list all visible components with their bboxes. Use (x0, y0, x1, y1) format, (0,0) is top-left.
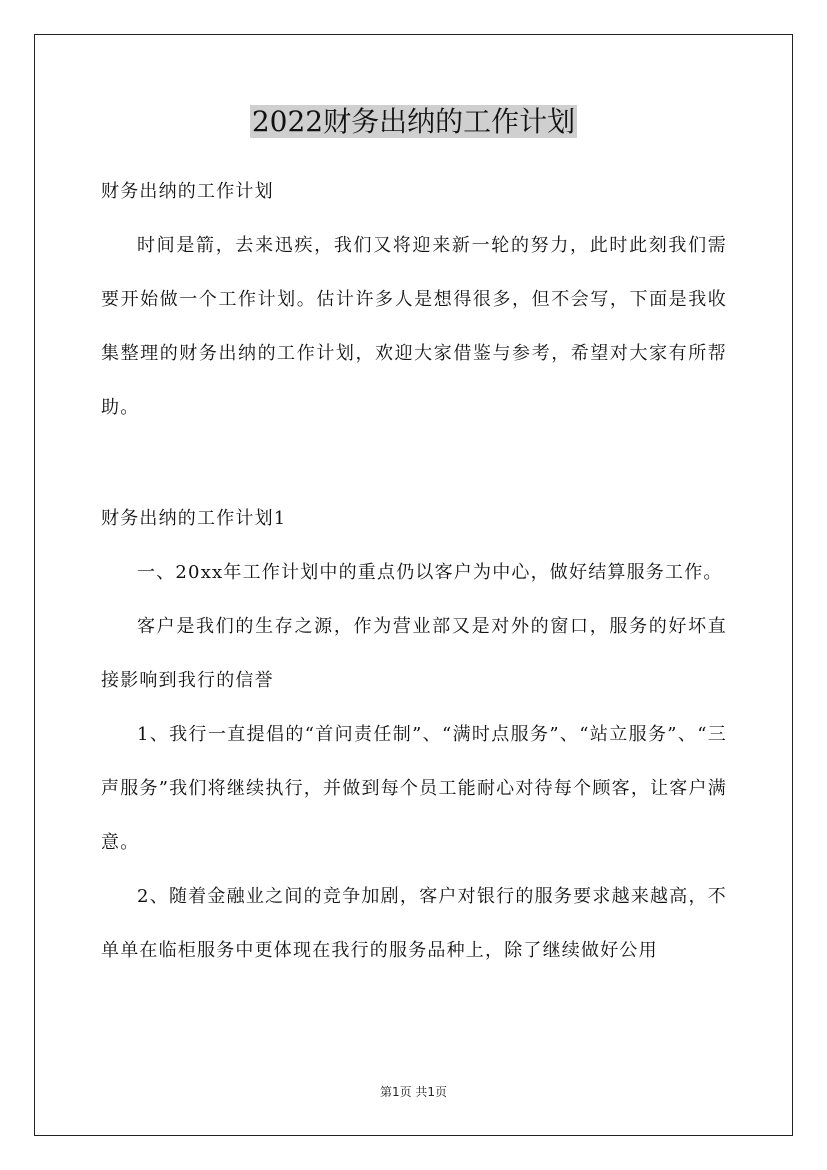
intro-paragraph: 时间是箭，去来迅疾，我们又将迎来新一轮的努力，此时此刻我们需要开始做一个工作计划。估计许多人是想得很多，但不会写，下面是我收集整理的财务出纳的工作计划，欢迎大家借鉴与参考，希望对大家有所帮助。 (101, 235, 727, 418)
document-title-text: 2022财务出纳的工作计划 (251, 105, 576, 138)
page-footer: 第1页 共1页 (379, 1085, 448, 1099)
body-paragraph: 一、20xx年工作计划中的重点仍以客户为中心，做好结算服务工作。 (137, 562, 723, 583)
document-body (101, 165, 727, 435)
document-title (0, 100, 827, 144)
body-paragraph: 客户是我们的生存之源，作为营业部又是对外的窗口，服务的好坏直接影响到我行的信誉 (101, 616, 727, 691)
document-subtitle: 财务出纳的工作计划 (101, 181, 274, 202)
body-paragraph: 2、随着金融业之间的竞争加剧，客户对银行的服务要求越来越高，不单单在临柜服务中更体现在我行的服务品种上，除了继续做好公用 (101, 886, 727, 961)
section-heading: 财务出纳的工作计划1 (101, 508, 287, 529)
section-body (101, 492, 727, 978)
body-paragraph: 1、我行一直提倡的“首问责任制”、“满时点服务”、“站立服务”、“三声服务”我们将继续执行，并做到每个员工能耐心对待每个顾客，让客户满意。 (101, 724, 727, 853)
